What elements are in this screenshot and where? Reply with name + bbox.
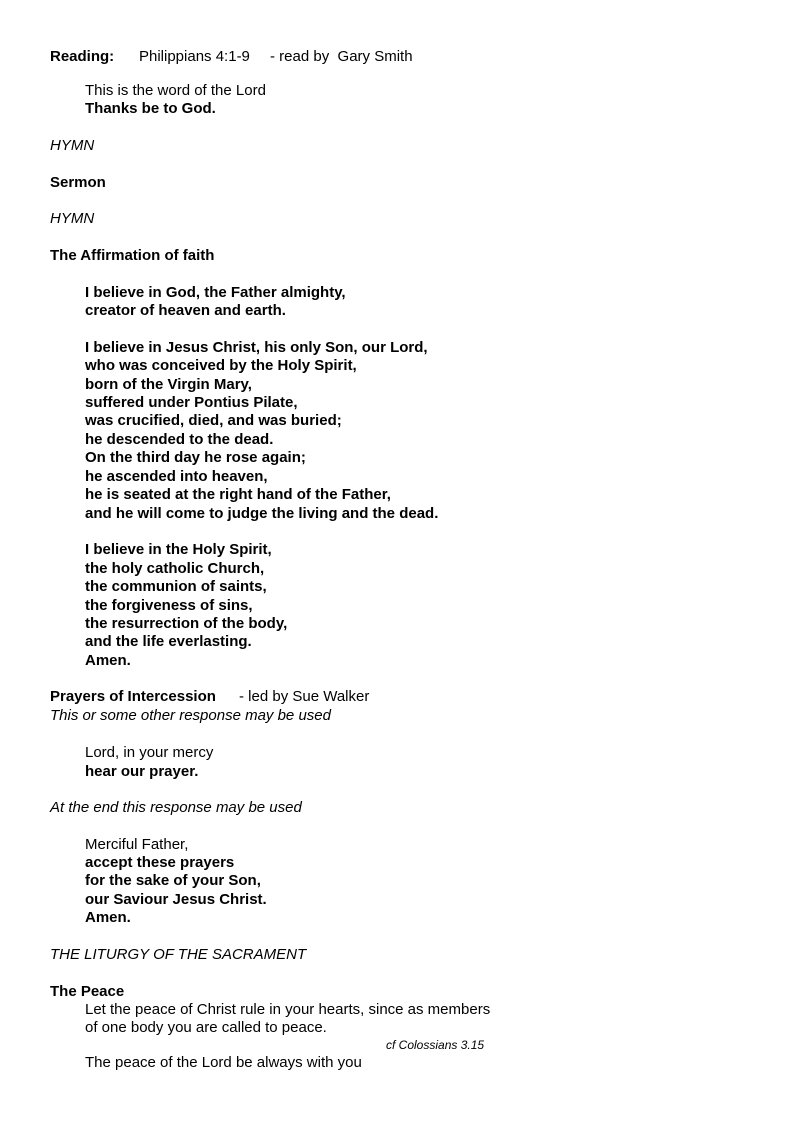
prayers-note: This or some other response may be used — [50, 707, 331, 724]
creed-line: born of the Virgin Mary, — [85, 376, 252, 393]
creed-line: who was conceived by the Holy Spirit, — [85, 357, 357, 374]
creed-line: I believe in God, the Father almighty, — [85, 284, 346, 301]
creed-line: he descended to the dead. — [85, 431, 274, 448]
creed-line: he ascended into heaven, — [85, 468, 268, 485]
closing-line: our Saviour Jesus Christ. — [85, 891, 267, 908]
reading-passage: Philippians 4:1-9 — [139, 48, 250, 65]
closing-line: for the sake of your Son, — [85, 872, 261, 889]
creed-line: On the third day he rose again; — [85, 449, 306, 466]
creed-line: the communion of saints, — [85, 578, 267, 595]
creed-line: Amen. — [85, 652, 131, 669]
peace-text-line-1: Let the peace of Christ rule in your hearts, since as members — [85, 1001, 491, 1018]
creed-line: was crucified, died, and was buried; — [85, 412, 342, 429]
sacrament-heading: THE LITURGY OF THE SACRAMENT — [50, 946, 307, 963]
peace-greeting: The peace of the Lord be always with you — [85, 1054, 362, 1071]
peace-heading: The Peace — [50, 983, 125, 1000]
reading-response-people: Thanks be to God. — [85, 100, 216, 117]
creed-line: and the life everlasting. — [85, 633, 252, 650]
creed-line: the forgiveness of sins, — [85, 597, 253, 614]
creed-line: creator of heaven and earth. — [85, 302, 286, 319]
creed-line: the holy catholic Church, — [85, 560, 265, 577]
hymn-heading-1: HYMN — [50, 137, 95, 154]
creed-line: he is seated at the right hand of the Father, — [85, 486, 391, 503]
prayers-leader: - led by Sue Walker — [239, 688, 370, 705]
prayers-response-leader: Lord, in your mercy — [85, 744, 214, 761]
prayers-heading: Prayers of Intercession — [50, 688, 216, 705]
hymn-heading-2: HYMN — [50, 210, 95, 227]
reading-reader: - read by Gary Smith — [270, 48, 413, 65]
prayers-end-note: At the end this response may be used — [50, 799, 302, 816]
creed-line: I believe in the Holy Spirit, — [85, 541, 272, 558]
peace-text-line-2: of one body you are called to peace. — [85, 1019, 327, 1036]
creed-line: and he will come to judge the living and the dead. — [85, 505, 439, 522]
reading-label: Reading: — [50, 48, 115, 65]
reading-response-leader: This is the word of the Lord — [85, 82, 266, 99]
affirmation-heading: The Affirmation of faith — [50, 247, 215, 264]
sermon-heading: Sermon — [50, 174, 106, 191]
creed-line: suffered under Pontius Pilate, — [85, 394, 298, 411]
creed-line: the resurrection of the body, — [85, 615, 288, 632]
peace-citation: cf Colossians 3.15 — [386, 1038, 485, 1052]
closing-leader: Merciful Father, — [85, 836, 189, 853]
creed-line: I believe in Jesus Christ, his only Son, our Lord, — [85, 339, 428, 356]
prayers-response-people: hear our prayer. — [85, 763, 199, 780]
closing-line: accept these prayers — [85, 854, 235, 871]
closing-line: Amen. — [85, 909, 131, 926]
